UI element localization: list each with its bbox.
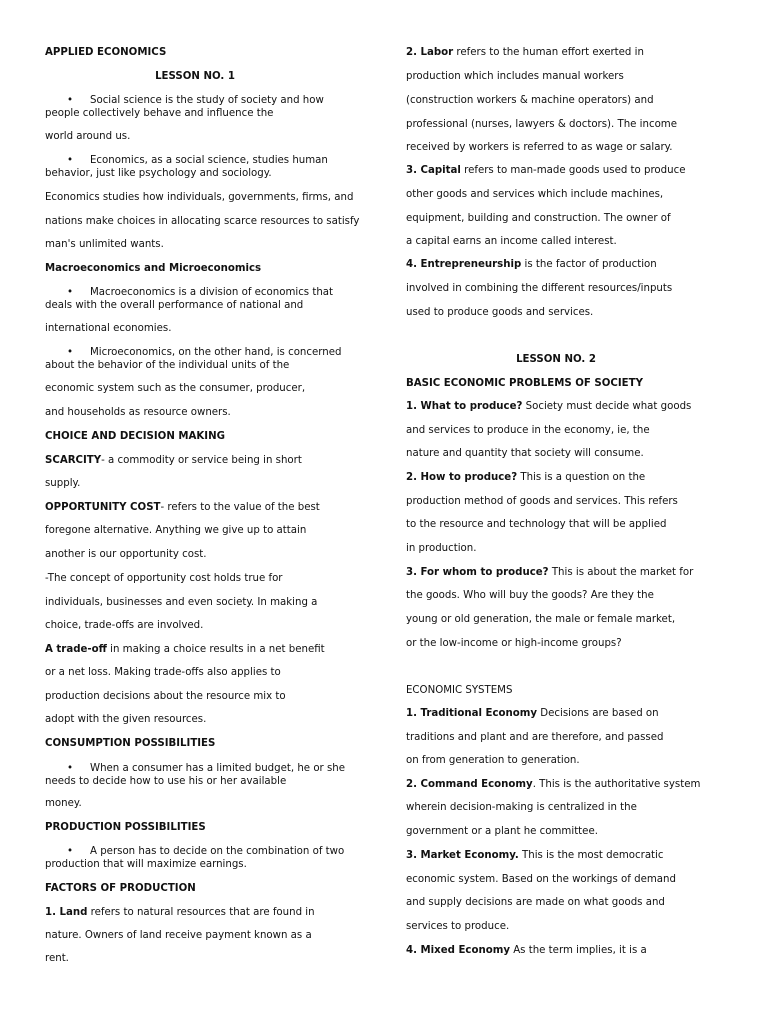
opportunity-cost-definition: OPPORTUNITY COST- refers to the value of the best (45, 502, 320, 513)
how-to-produce: 2. How to produce? This is a question on the (406, 472, 646, 483)
text-line: a capital earns an income called interest. (406, 236, 617, 247)
text-line: about the behavior of the individual units of the (45, 360, 290, 371)
text-line: man's unlimited wants. (45, 239, 164, 250)
text-line: production which includes manual workers (406, 71, 624, 82)
text-line: nature and quantity that society will consume. (406, 448, 644, 459)
text-line: to the resource and technology that will be applied (406, 519, 667, 530)
text-line: used to produce goods and services. (406, 307, 594, 318)
mixed-economy: 4. Mixed Economy As the term implies, it is a (406, 945, 647, 956)
text-line: needs to decide how to use his or her available (45, 776, 287, 787)
text-line: adopt with the given resources. (45, 714, 207, 725)
text-line: Economics studies how individuals, governments, firms, and (45, 192, 354, 203)
text-line: or a net loss. Making trade-offs also applies to (45, 667, 281, 678)
text-line: wherein decision-making is centralized in the (406, 802, 637, 813)
text-line: deals with the overall performance of national and (45, 300, 304, 311)
bullet-microeconomics: • Microeconomics, on the other hand, is concerned (67, 347, 342, 358)
text-line: money. (45, 798, 82, 809)
scarcity-definition: SCARCITY- a commodity or service being in short (45, 455, 302, 466)
traditional-economy: 1. Traditional Economy Decisions are based on (406, 708, 659, 719)
text-line: received by workers is referred to as wage or salary. (406, 142, 673, 153)
entrepreneurship-definition: 4. Entrepreneurship is the factor of production (406, 259, 657, 270)
text-line: economic system such as the consumer, producer, (45, 383, 306, 394)
command-economy: 2. Command Economy. This is the authoritative system (406, 779, 701, 790)
text-line: equipment, building and construction. The owner of (406, 213, 671, 224)
text-line: production method of goods and services. This refers (406, 496, 678, 507)
bullet-production-choice: • A person has to decide on the combination of two (67, 846, 345, 857)
text-line: nature. Owners of land receive payment known as a (45, 930, 312, 941)
for-whom-to-produce: 3. For whom to produce? This is about the market for (406, 567, 694, 578)
text-line: -The concept of opportunity cost holds true for (45, 573, 283, 584)
text-line: and households as resource owners. (45, 407, 231, 418)
text-line: nations make choices in allocating scarce resources to satisfy (45, 216, 360, 227)
text-line: government or a plant he committee. (406, 826, 598, 837)
text-line: professional (nurses, lawyers & doctors). The income (406, 119, 677, 130)
text-line: individuals, businesses and even society. In making a (45, 597, 318, 608)
text-line: rent. (45, 953, 69, 964)
bullet-social-science: • Social science is the study of society and how (67, 95, 324, 106)
text-line: international economies. (45, 323, 172, 334)
text-line: another is our opportunity cost. (45, 549, 207, 560)
text-line: economic system. Based on the workings of demand (406, 874, 676, 885)
document-title: APPLIED ECONOMICS (45, 47, 167, 58)
text-line: services to produce. (406, 921, 510, 932)
text-line: or the low-income or high-income groups? (406, 638, 622, 649)
heading-basic-problems: BASIC ECONOMIC PROBLEMS OF SOCIETY (406, 378, 643, 389)
heading-consumption: CONSUMPTION POSSIBILITIES (45, 738, 216, 749)
text-line: and services to produce in the economy, ie, the (406, 425, 650, 436)
text-line: supply. (45, 478, 81, 489)
heading-choice: CHOICE AND DECISION MAKING (45, 431, 225, 442)
trade-off-definition: A trade-off in making a choice results in a net benefit (45, 644, 325, 655)
bullet-macroeconomics: • Macroeconomics is a division of economics that (67, 287, 334, 298)
text-line: the goods. Who will buy the goods? Are they the (406, 590, 654, 601)
text-line: other goods and services which include machines, (406, 189, 664, 200)
lesson-2-heading: LESSON NO. 2 (516, 354, 596, 365)
text-line: involved in combining the different resources/inputs (406, 283, 673, 294)
heading-economic-systems: ECONOMIC SYSTEMS (406, 685, 513, 696)
text-line: people collectively behave and influence the (45, 108, 274, 119)
text-line: world around us. (45, 131, 131, 142)
text-line: traditions and plant and are therefore, and passed (406, 732, 664, 743)
text-line: choice, trade-offs are involved. (45, 620, 204, 631)
capital-definition: 3. Capital refers to man-made goods used to produce (406, 165, 686, 176)
text-line: foregone alternative. Anything we give up to attain (45, 525, 307, 536)
market-economy: 3. Market Economy. This is the most democratic (406, 850, 664, 861)
text-line: (construction workers & machine operators) and (406, 95, 654, 106)
text-line: and supply decisions are made on what goods and (406, 897, 665, 908)
text-line: on from generation to generation. (406, 755, 580, 766)
heading-production: PRODUCTION POSSIBILITIES (45, 822, 206, 833)
heading-macro-micro: Macroeconomics and Microeconomics (45, 263, 262, 274)
text-line: young or old generation, the male or female market, (406, 614, 676, 625)
heading-factors: FACTORS OF PRODUCTION (45, 883, 196, 894)
labor-definition: 2. Labor refers to the human effort exerted in (406, 47, 644, 58)
text-line: production that will maximize earnings. (45, 859, 247, 870)
land-definition: 1. Land refers to natural resources that are found in (45, 907, 315, 918)
bullet-economics: • Economics, as a social science, studies human (67, 155, 328, 166)
bullet-consumer-budget: • When a consumer has a limited budget, he or she (67, 763, 346, 774)
text-line: production decisions about the resource mix to (45, 691, 286, 702)
text-line: behavior, just like psychology and sociology. (45, 168, 272, 179)
lesson-1-heading: LESSON NO. 1 (155, 71, 235, 82)
what-to-produce: 1. What to produce? Society must decide what goods (406, 401, 692, 412)
text-line: in production. (406, 543, 477, 554)
